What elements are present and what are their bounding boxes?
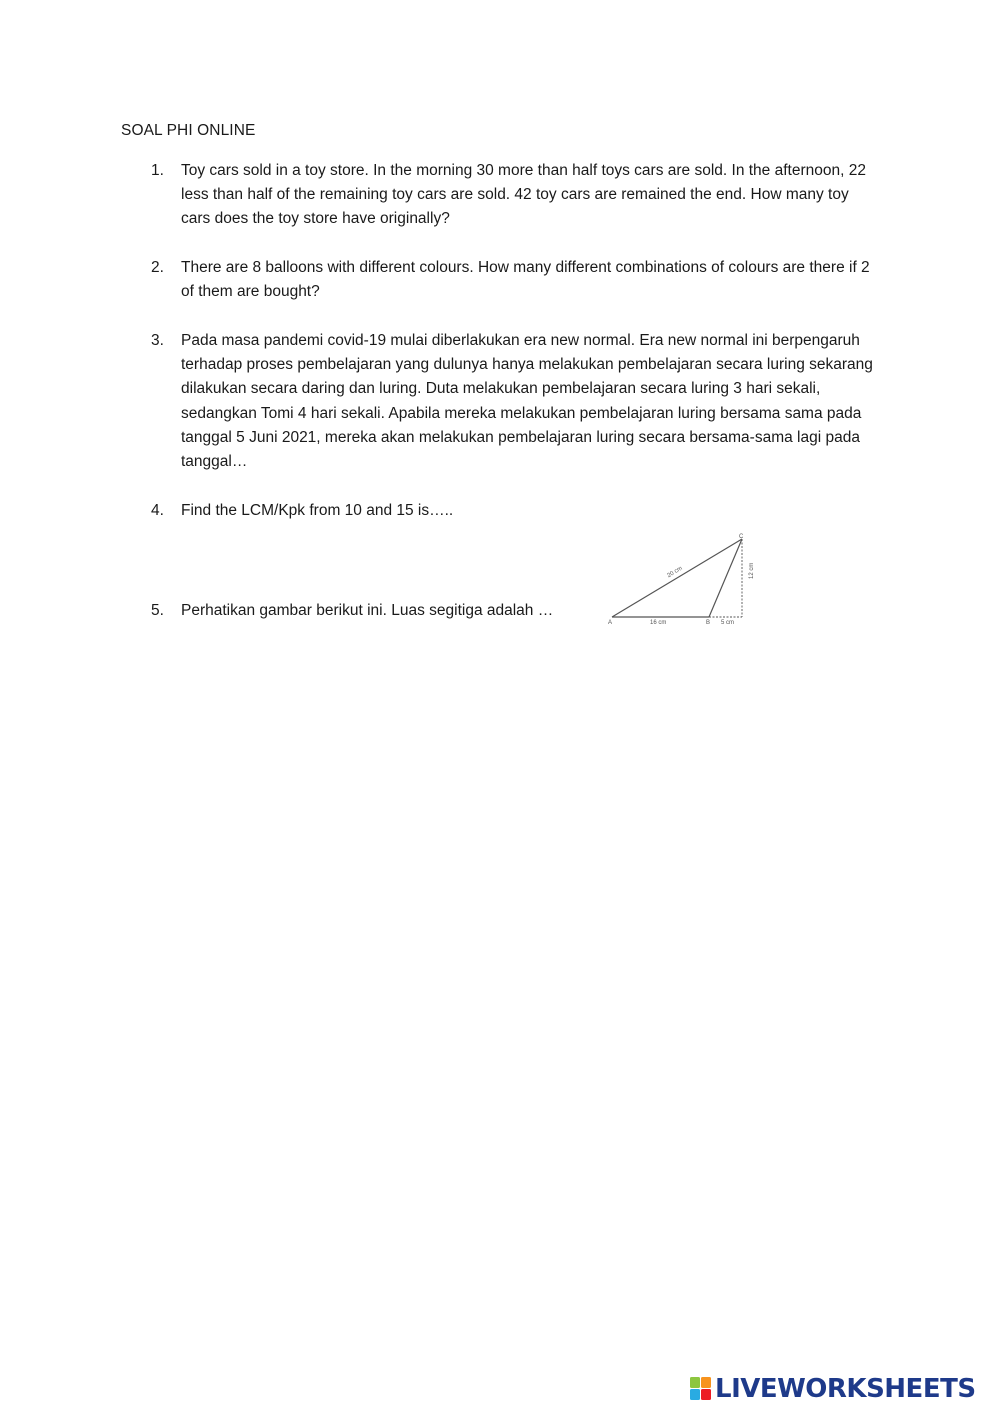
question-number: 3. — [151, 332, 164, 349]
liveworksheets-logo — [690, 1374, 976, 1404]
vertex-b-label: B — [706, 620, 711, 626]
question-number: 5. — [151, 602, 164, 619]
vertex-c-label: C — [739, 534, 744, 540]
question-text: Toy cars sold in a toy store. In the morning 30 more than half toys cars are sold. In the afternoon, 22 less than half of the remaining toy cars are sold. 42 toy cars are remained the end. How many toy cars does the toy store have originally? — [181, 162, 866, 228]
logo-blocks-icon — [690, 1377, 712, 1401]
side-ab-label: 16 cm — [650, 620, 667, 626]
question-text: Find the LCM/Kpk from 10 and 15 is….. — [181, 502, 454, 519]
question-number: 1. — [151, 162, 164, 179]
question-1 — [151, 159, 881, 232]
logo-text: LIVEWORKSHEETS — [715, 1374, 976, 1404]
height-label: 12 cm — [749, 562, 755, 579]
extension-label: 5 cm — [721, 620, 735, 626]
question-3 — [151, 329, 881, 474]
vertex-a-label: A — [608, 620, 613, 626]
question-text: Perhatikan gambar berikut ini. Luas segitiga adalah … — [181, 602, 554, 619]
question-5 — [151, 599, 591, 623]
question-text: Pada masa pandemi covid-19 mulai diberlakukan era new normal. Era new normal ini berpengaruh terhadap proses pembelajaran yang dulunya hanya melakukan pembelajaran secara luring sekarang dilakukan secara daring dan luring. Duta melakukan pembelajaran secara luring 3 hari sekali, sedangkan Tomi 4 hari sekali. Apabila mereka melakukan pembelajaran luring bersama sama pada tanggal 5 Juni 2021, mereka akan melakukan pembelajaran luring secara bersama-sama lagi pada tanggal… — [181, 332, 873, 471]
question-text: There are 8 balloons with different colours. How many different combinations of colours are there if 2 of them are bought? — [181, 259, 870, 301]
question-2 — [151, 256, 881, 304]
triangle-figure — [604, 532, 754, 628]
page-title: SOAL PHI ONLINE — [121, 122, 256, 139]
side-bc-line — [709, 539, 742, 617]
question-4 — [151, 499, 881, 523]
side-ac-line — [612, 539, 742, 617]
question-number: 2. — [151, 259, 164, 276]
question-number: 4. — [151, 502, 164, 519]
side-ac-label: 20 cm — [666, 565, 684, 580]
